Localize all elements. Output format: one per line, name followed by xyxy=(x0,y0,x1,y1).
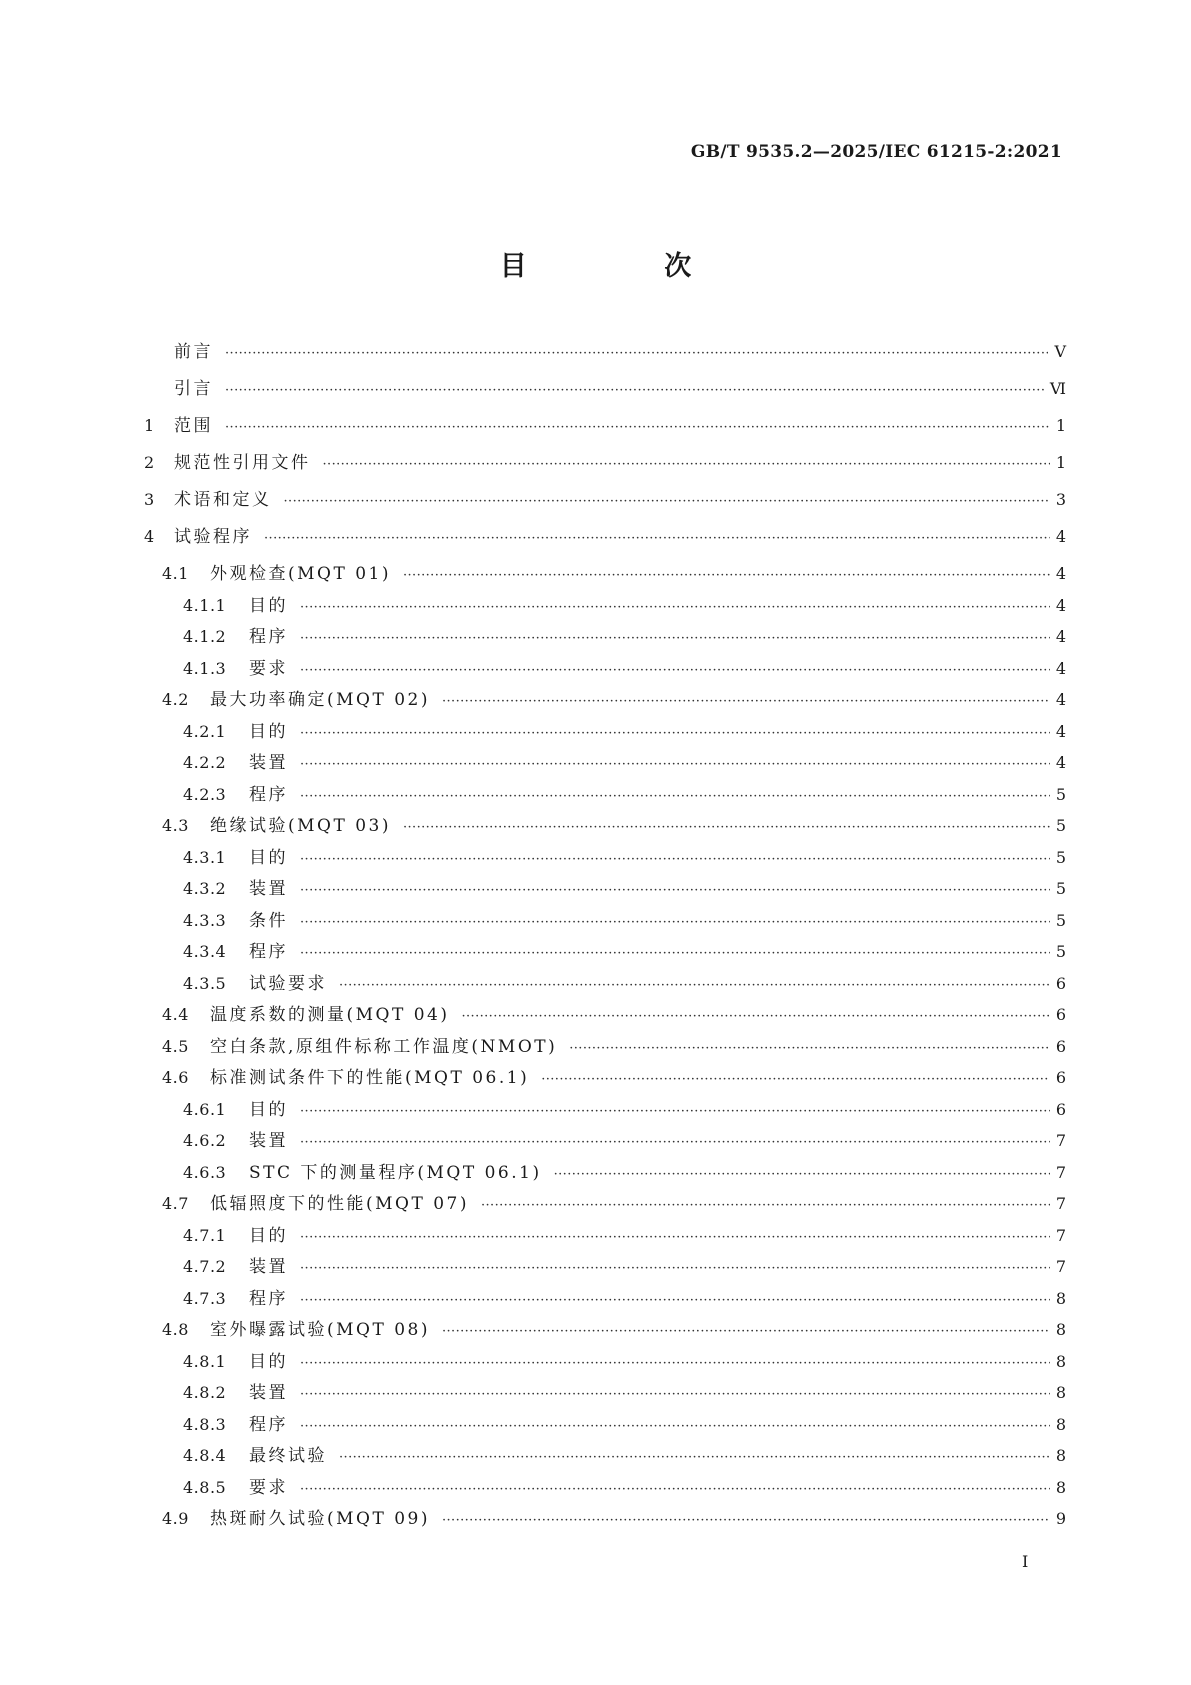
toc-entry-page: 8 xyxy=(1055,1383,1066,1402)
toc-entry-page: 8 xyxy=(1055,1477,1066,1497)
toc-dot-leader xyxy=(403,821,1050,834)
toc-dot-leader xyxy=(403,569,1050,582)
toc-entry-page: 7 xyxy=(1055,1131,1066,1150)
toc-entry-page: 8 xyxy=(1055,1288,1066,1308)
toc-entry-label: 最大功率确定(MQT 02) xyxy=(210,690,430,710)
toc-entry-number: 4.3.2 xyxy=(183,879,227,898)
toc-entry-number: 4.6.1 xyxy=(183,1099,227,1119)
toc-entry-page: 6 xyxy=(1055,1036,1066,1056)
toc-entry-4-7-3[interactable] xyxy=(144,1288,1066,1323)
toc-entry-label: 外观检查(MQT 01) xyxy=(210,564,391,584)
toc-entry-page: 5 xyxy=(1055,942,1066,961)
toc-entry-4-1-1[interactable] xyxy=(144,595,1066,630)
toc-dot-leader xyxy=(284,495,1050,508)
toc-entry-page: 6 xyxy=(1055,973,1066,993)
toc-entry-page: 6 xyxy=(1055,1099,1066,1119)
toc-title: 目 次 xyxy=(499,251,756,282)
toc-entry-4-3-2[interactable] xyxy=(144,881,1066,913)
toc-dot-leader xyxy=(300,947,1050,960)
toc-entry-label: 程序 xyxy=(249,1414,288,1435)
toc-dot-leader xyxy=(300,1136,1050,1149)
toc-entry-label: 要求 xyxy=(249,1477,288,1498)
toc-dot-leader xyxy=(300,1388,1050,1401)
toc-entry-page: 8 xyxy=(1055,1446,1066,1465)
toc-entry-number: 4.2 xyxy=(162,690,189,709)
toc-entry-page: 6 xyxy=(1055,1068,1066,1087)
toc-entry-4-5[interactable] xyxy=(144,1036,1066,1071)
toc-entry-number: 4.8.2 xyxy=(183,1383,227,1402)
toc-entry-number: 4.7.2 xyxy=(183,1257,227,1276)
toc-entry-label: 绝缘试验(MQT 03) xyxy=(210,816,391,836)
toc-entry-label: 装置 xyxy=(249,753,288,773)
toc-dot-leader xyxy=(300,853,1050,866)
toc-entry-number: 4.3 xyxy=(162,816,189,835)
toc-entry-number: 4.3.1 xyxy=(183,847,227,867)
toc-entry-4-6-3[interactable] xyxy=(144,1162,1066,1197)
toc-entry-page: 3 xyxy=(1055,490,1066,509)
toc-entry-number: 4.5 xyxy=(162,1036,189,1056)
toc-entry-label: 程序 xyxy=(249,1288,288,1309)
toc-entry-number: 4.8.1 xyxy=(183,1351,227,1371)
toc-entry-number: 4.6 xyxy=(162,1068,189,1087)
toc-dot-leader xyxy=(300,790,1050,803)
toc-entry-number: 4.1.1 xyxy=(183,595,227,615)
toc-entry-4-8-4[interactable] xyxy=(144,1448,1066,1480)
toc-entry-4-1-3[interactable] xyxy=(144,658,1066,693)
toc-entry-page: 9 xyxy=(1055,1509,1066,1528)
toc-entry-page: 7 xyxy=(1055,1225,1066,1245)
toc-entry-number: 4.1 xyxy=(162,564,189,583)
toc-dot-leader xyxy=(300,1294,1050,1307)
toc-entry-page: Ⅴ xyxy=(1054,342,1066,361)
toc-entry-1[interactable] xyxy=(144,418,1066,455)
toc-entry-4-7-2[interactable] xyxy=(144,1259,1066,1291)
toc-entry-number: 1 xyxy=(144,416,155,435)
toc-entry-label: 程序 xyxy=(249,784,288,805)
toc-entry-label: 目的 xyxy=(249,1099,288,1120)
toc-entry-number: 2 xyxy=(144,453,155,472)
toc-entry-page: 8 xyxy=(1055,1414,1066,1434)
toc-entry-label: 目的 xyxy=(249,847,288,868)
toc-entry-page: 8 xyxy=(1055,1351,1066,1371)
toc-entry-label: 室外曝露试验(MQT 08) xyxy=(210,1320,430,1340)
toc-entry-label: 目的 xyxy=(249,1225,288,1246)
toc-dot-leader xyxy=(225,421,1050,434)
toc-entry-4-2[interactable] xyxy=(144,692,1066,724)
toc-entry-number: 4.2.3 xyxy=(183,784,227,804)
toc-entry-number: 4.9 xyxy=(162,1509,189,1528)
toc-entry-item-1[interactable] xyxy=(144,381,1066,418)
toc-dot-leader xyxy=(481,1199,1050,1212)
toc-entry-4-3-4[interactable] xyxy=(144,944,1066,976)
toc-entry-page: Ⅵ xyxy=(1049,379,1066,398)
toc-entry-page: 4 xyxy=(1055,564,1066,583)
toc-entry-number: 4 xyxy=(144,527,155,546)
toc-entry-4-7-1[interactable] xyxy=(144,1225,1066,1260)
toc-entry-4-8-2[interactable] xyxy=(144,1385,1066,1417)
toc-entry-page: 5 xyxy=(1055,879,1066,898)
toc-entry-3[interactable] xyxy=(144,492,1066,529)
toc-entry-page: 5 xyxy=(1055,847,1066,867)
toc-entry-number: 4.2.2 xyxy=(183,753,227,772)
toc-dot-leader xyxy=(442,695,1050,708)
toc-entry-label: 装置 xyxy=(249,1257,288,1277)
toc-entry-label: 低辐照度下的性能(MQT 07) xyxy=(210,1194,469,1214)
toc-entry-4-1[interactable] xyxy=(144,566,1066,598)
toc-entry-label: 最终试验 xyxy=(249,1446,327,1466)
toc-entry-number: 4.8.4 xyxy=(183,1446,227,1465)
toc-entry-number: 4.8.5 xyxy=(183,1477,227,1497)
toc-dot-leader xyxy=(461,1010,1049,1023)
toc-entry-page: 7 xyxy=(1055,1194,1066,1213)
toc-entry-label: 目的 xyxy=(249,721,288,742)
toc-entry-label: 术语和定义 xyxy=(174,490,272,510)
toc-entry-number: 4.1.3 xyxy=(183,658,227,678)
toc-dot-leader xyxy=(300,664,1050,677)
toc-entry-label: 规范性引用文件 xyxy=(174,453,311,473)
toc-dot-leader xyxy=(569,1042,1050,1055)
toc-entry-label: 程序 xyxy=(249,627,288,647)
toc-entry-number: 4.8.3 xyxy=(183,1414,227,1434)
toc-entry-label: 标准测试条件下的性能(MQT 06.1) xyxy=(210,1068,530,1088)
toc-entry-4[interactable] xyxy=(144,529,1066,566)
toc-dot-leader xyxy=(300,727,1050,740)
toc-dot-leader xyxy=(300,1231,1050,1244)
toc-entry-4-3-3[interactable] xyxy=(144,910,1066,945)
toc-entry-label: 热斑耐久试验(MQT 09) xyxy=(210,1509,430,1529)
toc-entry-4-1-2[interactable] xyxy=(144,629,1066,661)
table-of-contents xyxy=(144,344,1066,1543)
toc-entry-label: 要求 xyxy=(249,658,288,679)
toc-dot-leader xyxy=(300,632,1050,645)
toc-dot-leader xyxy=(300,1357,1050,1370)
toc-dot-leader xyxy=(300,1262,1050,1275)
toc-entry-number: 3 xyxy=(144,490,155,509)
toc-entry-2[interactable] xyxy=(144,455,1066,492)
toc-entry-number: 4.6.2 xyxy=(183,1131,227,1150)
toc-entry-4-8[interactable] xyxy=(144,1322,1066,1354)
toc-entry-label: 范围 xyxy=(174,416,213,436)
toc-entry-page: 4 xyxy=(1055,658,1066,678)
toc-entry-4-6[interactable] xyxy=(144,1070,1066,1102)
toc-dot-leader xyxy=(300,916,1050,929)
toc-dot-leader xyxy=(300,1483,1050,1496)
toc-entry-4-3-5[interactable] xyxy=(144,973,1066,1008)
toc-entry-page: 1 xyxy=(1055,453,1066,472)
toc-entry-page: 4 xyxy=(1055,595,1066,615)
toc-entry-page: 7 xyxy=(1055,1257,1066,1276)
toc-dot-leader xyxy=(225,384,1044,397)
toc-entry-label: 前言 xyxy=(174,342,213,362)
toc-dot-leader xyxy=(300,601,1050,614)
toc-entry-number: 4.3.4 xyxy=(183,942,227,961)
toc-entry-4-4[interactable] xyxy=(144,1007,1066,1039)
toc-entry-4-8-5[interactable] xyxy=(144,1477,1066,1512)
toc-entry-4-3-1[interactable] xyxy=(144,847,1066,882)
toc-dot-leader xyxy=(300,1420,1050,1433)
toc-dot-leader xyxy=(541,1073,1050,1086)
toc-entry-number: 4.3.3 xyxy=(183,910,227,930)
toc-entry-page: 6 xyxy=(1055,1005,1066,1024)
toc-entry-page: 7 xyxy=(1055,1162,1066,1182)
toc-entry-number: 4.1.2 xyxy=(183,627,227,646)
toc-entry-page: 4 xyxy=(1055,527,1066,546)
toc-dot-leader xyxy=(300,758,1050,771)
toc-entry-label: STC 下的测量程序(MQT 06.1) xyxy=(249,1162,542,1183)
standard-number: GB/T 9535.2—2025/IEC 61215-2:2021 xyxy=(690,142,1062,162)
toc-entry-label: 温度系数的测量(MQT 04) xyxy=(210,1005,450,1025)
toc-entry-number: 4.2.1 xyxy=(183,721,227,741)
toc-entry-page: 5 xyxy=(1055,910,1066,930)
toc-entry-label: 空白条款,原组件标称工作温度(NMOT) xyxy=(210,1036,558,1057)
toc-dot-leader xyxy=(339,979,1050,992)
toc-dot-leader xyxy=(323,458,1050,471)
toc-entry-label: 装置 xyxy=(249,879,288,899)
toc-entry-label: 条件 xyxy=(249,910,288,931)
toc-entry-number: 4.7 xyxy=(162,1194,189,1213)
toc-dot-leader xyxy=(442,1514,1050,1527)
toc-entry-page: 4 xyxy=(1055,753,1066,772)
toc-entry-label: 装置 xyxy=(249,1131,288,1151)
toc-dot-leader xyxy=(300,884,1050,897)
toc-entry-number: 4.7.3 xyxy=(183,1288,227,1308)
toc-entry-label: 试验要求 xyxy=(249,973,327,994)
toc-entry-page: 4 xyxy=(1055,721,1066,741)
toc-entry-4-9[interactable] xyxy=(144,1511,1066,1543)
toc-dot-leader xyxy=(264,532,1050,545)
toc-entry-label: 装置 xyxy=(249,1383,288,1403)
toc-entry-page: 5 xyxy=(1055,784,1066,804)
toc-entry-number: 4.6.3 xyxy=(183,1162,227,1182)
toc-dot-leader xyxy=(554,1168,1050,1181)
toc-entry-label: 引言 xyxy=(174,379,213,399)
toc-entry-4-2-1[interactable] xyxy=(144,721,1066,756)
toc-entry-label: 目的 xyxy=(249,1351,288,1372)
toc-entry-4-7[interactable] xyxy=(144,1196,1066,1228)
toc-entry-page: 4 xyxy=(1055,690,1066,709)
toc-entry-page: 5 xyxy=(1055,816,1066,835)
page-folio: Ⅰ xyxy=(1022,1552,1029,1571)
toc-entry-number: 4.3.5 xyxy=(183,973,227,993)
toc-dot-leader xyxy=(300,1105,1050,1118)
toc-entry-label: 试验程序 xyxy=(174,527,252,547)
toc-entry-number: 4.8 xyxy=(162,1320,189,1339)
toc-entry-number: 4.4 xyxy=(162,1005,189,1024)
toc-dot-leader xyxy=(225,347,1048,360)
toc-entry-4-8-1[interactable] xyxy=(144,1351,1066,1386)
toc-entry-page: 4 xyxy=(1055,627,1066,646)
toc-entry-item-0[interactable] xyxy=(144,344,1066,381)
toc-entry-label: 程序 xyxy=(249,942,288,962)
toc-entry-4-6-2[interactable] xyxy=(144,1133,1066,1165)
toc-entry-label: 目的 xyxy=(249,595,288,616)
toc-entry-4-2-2[interactable] xyxy=(144,755,1066,787)
toc-entry-4-6-1[interactable] xyxy=(144,1099,1066,1134)
toc-dot-leader xyxy=(442,1325,1050,1338)
toc-dot-leader xyxy=(339,1451,1050,1464)
toc-entry-4-3[interactable] xyxy=(144,818,1066,850)
toc-entry-4-8-3[interactable] xyxy=(144,1414,1066,1449)
toc-entry-page: 8 xyxy=(1055,1320,1066,1339)
toc-entry-number: 4.7.1 xyxy=(183,1225,227,1245)
toc-entry-4-2-3[interactable] xyxy=(144,784,1066,819)
toc-entry-page: 1 xyxy=(1055,416,1066,435)
